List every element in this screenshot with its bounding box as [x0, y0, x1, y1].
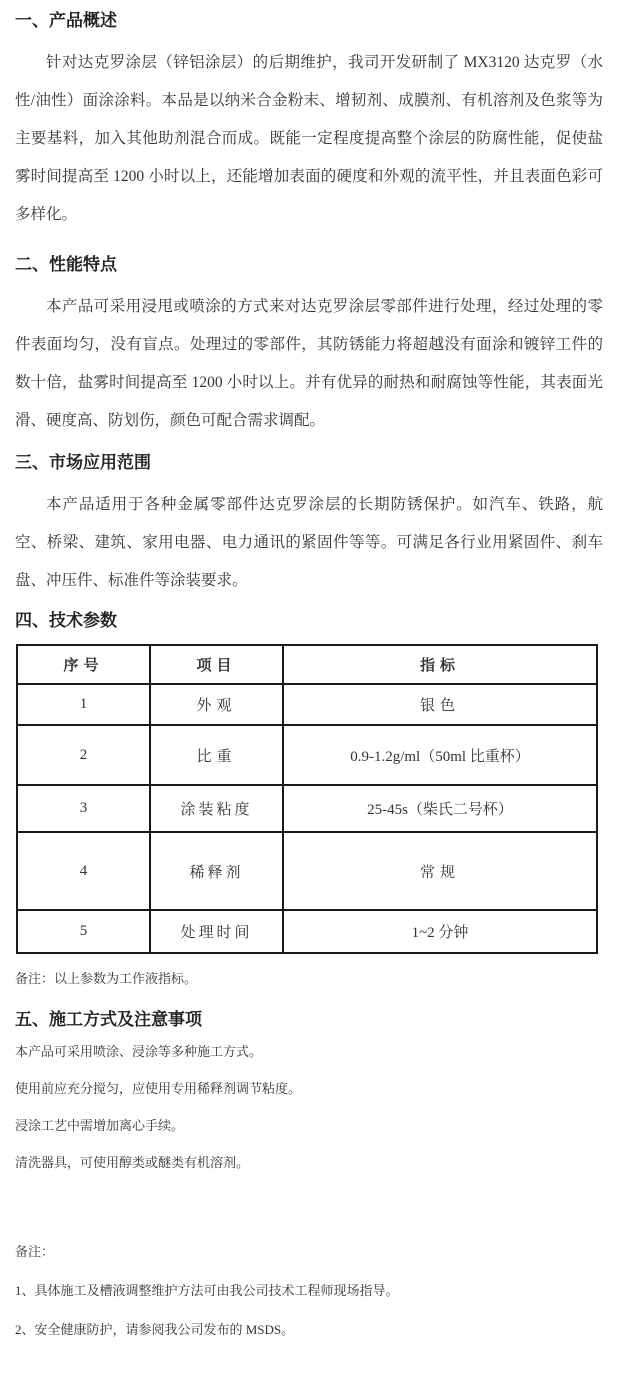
section-heading-parameters: 四、技术参数: [15, 611, 117, 630]
table-header-item: 项目: [150, 645, 283, 684]
table-cell-item: 处理时间: [150, 910, 283, 953]
table-note: 备注：以上参数为工作液指标。: [15, 971, 198, 986]
table-cell-spec: 0.9-1.2g/ml（50ml 比重杯）: [283, 725, 597, 785]
table-cell-spec: 银色: [283, 684, 597, 725]
table-cell-no: 1: [17, 684, 150, 725]
table-cell-item: 稀释剂: [150, 832, 283, 910]
table-row: [17, 910, 597, 953]
footnote-item: 2、安全健康防护，请参阅我公司发布的 MSDS。: [15, 1322, 295, 1337]
table-cell-no: 5: [17, 910, 150, 953]
footnotes-label: 备注：: [15, 1244, 55, 1259]
footnote-item: 1、具体施工及槽液调整维护方法可由我公司技术工程师现场指导。: [15, 1283, 399, 1298]
features-paragraph: 本产品可采用浸甩或喷涂的方式来对达克罗涂层零部件进行处理，经过处理的零件表面均匀，没有盲点。处理过的零部件，其防锈能力将超越没有面涂和镀锌工件的数十倍，盐雾时间提高至 1200 小时以上。并有优异的耐热和耐腐蚀等性能，其表面光滑、硬度高、防划伤，颜色可配合需求调配。: [15, 298, 603, 429]
table-row: [17, 725, 597, 785]
section-heading-construction: 五、施工方式及注意事项: [15, 1010, 202, 1029]
construction-line: 浸涂工艺中需增加离心手续。: [15, 1118, 185, 1133]
section-heading-applications: 三、市场应用范围: [15, 453, 151, 472]
table-cell-spec: 1~2 分钟: [283, 910, 597, 953]
section-heading-overview: 一、产品概述: [15, 11, 117, 30]
table-header-row: [17, 645, 597, 684]
table-row: [17, 785, 597, 832]
construction-lines: [15, 1043, 603, 1171]
applications-paragraph: 本产品适用于各种金属零部件达克罗涂层的长期防锈保护。如汽车、铁路，航空、桥梁、建筑、家用电器、电力通讯的紧固件等等。可满足各行业用紧固件、刹车盘、冲压件、标准件等涂装要求。: [15, 496, 603, 589]
overview-paragraph: 针对达克罗涂层（锌铝涂层）的后期维护，我司开发研制了 MX3120 达克罗（水性/油性）面涂涂料。本品是以纳米合金粉末、增韧剂、成膜剂、有机溶剂及色浆等为主要基料，加入其他助剂混合而成。既能一定程度提高整个涂层的防腐性能，促使盐雾时间提高至 1200 小时以上，还能增加表面的硬度和外观的流平性，并且表面色彩可多样化。: [15, 54, 603, 223]
table-cell-item: 外观: [150, 684, 283, 725]
table-cell-no: 3: [17, 785, 150, 832]
section-heading-features: 二、性能特点: [15, 255, 117, 274]
table-cell-item: 比重: [150, 725, 283, 785]
construction-line: 本产品可采用喷涂、浸涂等多种施工方式。: [15, 1044, 263, 1059]
table-cell-no: 2: [17, 725, 150, 785]
table-header-no: 序号: [17, 645, 150, 684]
construction-line: 使用前应充分搅匀，应使用专用稀释剂调节粘度。: [15, 1081, 302, 1096]
table-cell-item: 涂装粘度: [150, 785, 283, 832]
table-row: [17, 684, 597, 725]
construction-line: 清洗器具，可使用醇类或醚类有机溶剂。: [15, 1155, 250, 1170]
table-cell-spec: 25-45s（柴氏二号杯）: [283, 785, 597, 832]
table-cell-no: 4: [17, 832, 150, 910]
technical-parameters-table: [16, 644, 598, 954]
table-row: [17, 832, 597, 910]
table-header-spec: 指标: [283, 645, 597, 684]
table-cell-spec: 常规: [283, 832, 597, 910]
